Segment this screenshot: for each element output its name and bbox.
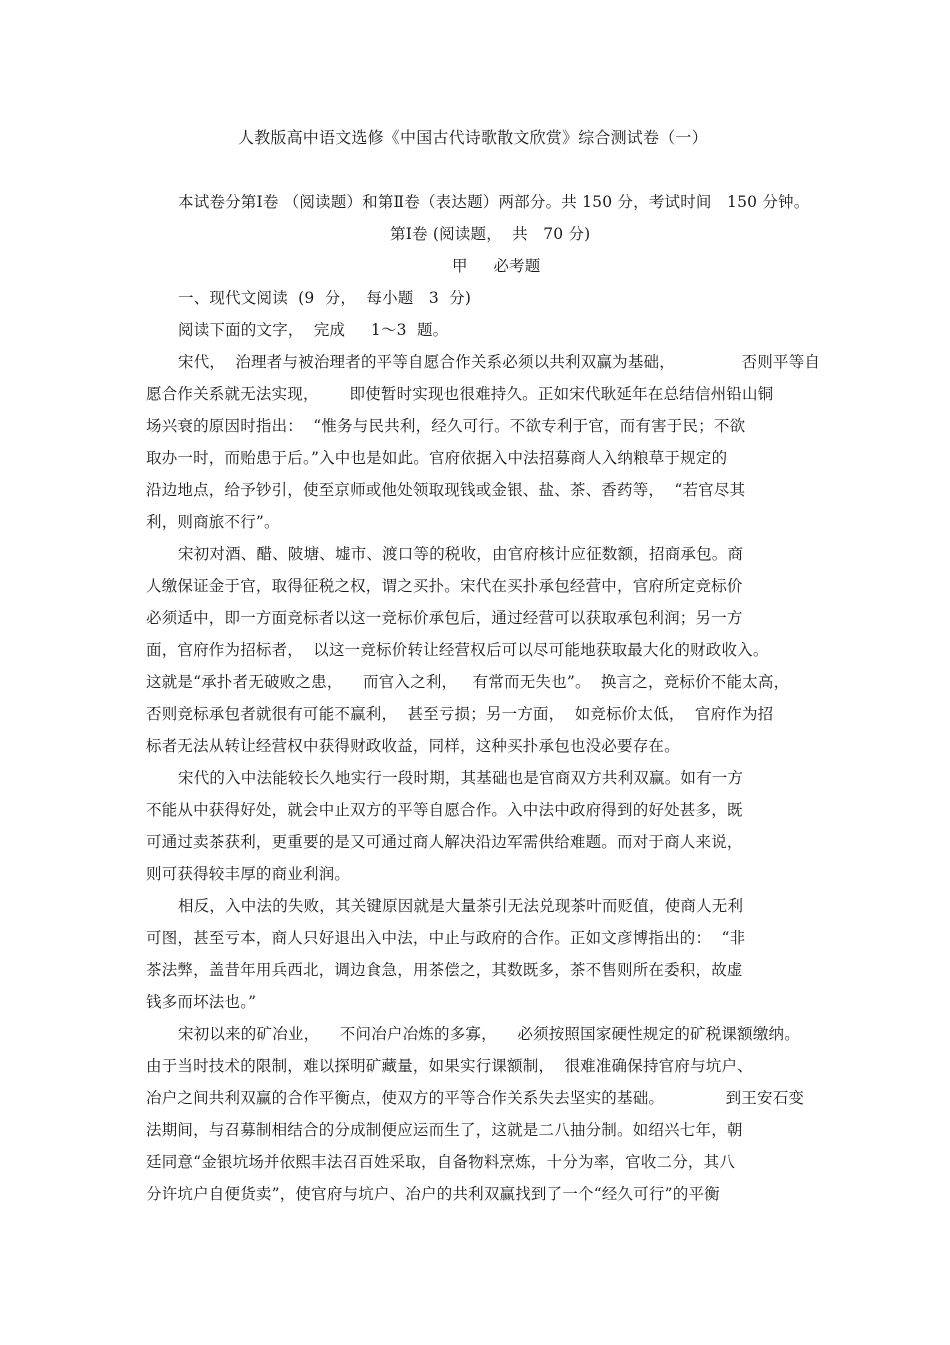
passage-line: 必须适中，即一方面竞标者以这一竞标价承包后，通过经营可以获取承包利润；另一方 — [146, 609, 743, 627]
passage-line: 可图，甚至亏本，商人只好退出入中法，中止与政府的合作。正如文彦博指出的： “非 — [146, 929, 746, 947]
passage-line: 分许坑户自便货卖”，使官府与坑户、冶户的共利双赢找到了一个“经久可行”的平衡 — [146, 1185, 720, 1203]
passage-line: 场兴衰的原因时指出： “惟务与民共利，经久可行。不欲专利于官，而有害于民；不欲 — [146, 417, 746, 435]
passage-line: 宋代的入中法能较长久地实行一段时期，其基础也是官商双方共利双赢。如有一方 — [178, 769, 744, 787]
passage-line: 由于当时技术的限制，难以探明矿藏量，如果实行课额制， 很难准确保持官府与坑户、 — [146, 1057, 753, 1075]
exam-intro: 本试卷分第Ⅰ卷 （阅读题）和第Ⅱ卷（表达题）两部分。共 150 分，考试时间 150 分钟。 — [178, 193, 810, 211]
passage-line: 冶户之间共利双赢的合作平衡点，使双方的平等合作关系失去坚实的基础。 到王安石变 — [146, 1089, 805, 1107]
passage-line: 法期间，与召募制相结合的分成制便应运而生了，这就是二八抽分制。如绍兴七年，朝 — [146, 1121, 743, 1139]
passage-line: 相反，入中法的失败，其关键原因就是大量茶引无法兑现茶叶而贬值，使商人无利 — [178, 897, 744, 915]
passage-line: 利，则商旅不行”。 — [146, 513, 280, 531]
passage-line: 否则竞标承包者就很有可能不赢利， 甚至亏损；另一方面， 如竞标价太低， 官府作为招 — [146, 705, 774, 723]
question-heading: 一、现代文阅读 (9 分， 每小题 3 分) — [178, 289, 472, 307]
passage-line: 面，官府作为招标者， 以这一竞标价转让经营权后可以尽可能地获取最大化的财政收入。 — [146, 641, 769, 659]
passage-line: 宋初对酒、醋、陂塘、墟市、渡口等的税收，由官府核计应征数额，招商承包。商 — [178, 545, 744, 563]
passage-line: 廷同意“金银坑场并依熙丰法召百姓采取，自备物料烹炼，十分为率，官收二分，其八 — [146, 1153, 736, 1171]
passage-line: 宋代， 治理者与被治理者的平等自愿合作关系必须以共利双赢为基础， 否则平等自 — [178, 353, 821, 371]
passage-line: 标者无法从转让经营权中获得财政收益，同样，这种买扑承包也没必要存在。 — [146, 737, 680, 755]
passage-line: 愿合作关系就无法实现， 即使暂时实现也很难持久。正如宋代耿延年在总结信州铅山铜 — [146, 385, 774, 403]
reading-instruction: 阅读下面的文字， 完成 1～3 题。 — [178, 321, 449, 339]
document-title: 人教版高中语文选修《中国古代诗歌散文欣赏》综合测试卷（一） — [238, 128, 708, 147]
passage-line: 不能从中获得好处，就会中止双方的平等自愿合作。入中法中政府得到的好处甚多，既 — [146, 801, 743, 819]
part-heading: 第Ⅰ卷 (阅读题， 共 70 分) — [390, 225, 591, 243]
passage-line: 这就是“承扑者无破败之患， 而官入之利， 有常而无失也”。 换言之，竞标价不能太高， — [146, 673, 790, 691]
passage-line: 沿边地点，给予钞引，使至京师或他处领取现钱或金银、盐、茶、香药等， “若官尽其 — [146, 481, 746, 499]
passage-line: 宋初以来的矿冶业， 不问冶户冶炼的多寡， 必须按照国家硬性规定的矿税课额缴纳。 — [178, 1025, 800, 1043]
section-heading: 甲 必考题 — [452, 257, 541, 275]
passage-line: 则可获得较丰厚的商业利润。 — [146, 865, 351, 883]
passage-line: 可通过卖茶获利，更重要的是又可通过商人解决沿边军需供给难题。而对于商人来说， — [146, 833, 743, 851]
passage-line: 人缴保证金于官，取得征税之权，谓之买扑。宋代在买扑承包经营中，官府所定竞标价 — [146, 577, 743, 595]
passage-line: 取办一时，而贻患于后。”入中也是如此。官府依据入中法招募商人入纳粮草于规定的 — [146, 449, 728, 467]
passage-line: 钱多而坏法也。” — [146, 993, 257, 1011]
passage-line: 茶法弊，盖昔年用兵西北，调边食急，用茶偿之，其数既多，茶不售则所在委积，故虚 — [146, 961, 743, 979]
